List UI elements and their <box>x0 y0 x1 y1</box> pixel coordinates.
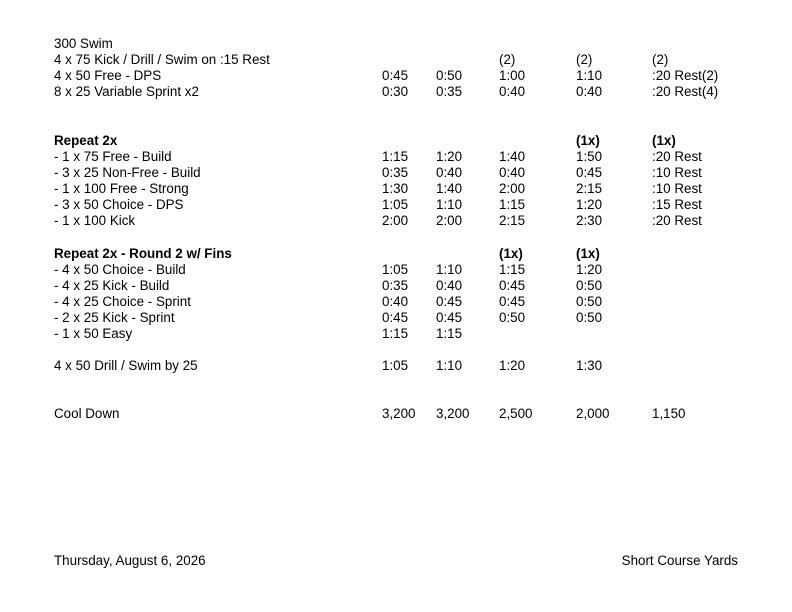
interval-col-4: 1:50 <box>576 149 603 164</box>
interval-col-3: 1:00 <box>499 68 526 83</box>
footer-date: Thursday, August 6, 2026 <box>54 553 206 568</box>
interval-col-4: 1:20 <box>576 262 603 277</box>
footer-course-type: Short Course Yards <box>621 553 738 568</box>
workout-row <box>0 358 792 374</box>
interval-col-2: 0:45 <box>436 294 463 309</box>
interval-col-5: (1x) <box>652 133 676 148</box>
set-description: 4 x 50 Free - DPS <box>54 68 162 83</box>
workout-row <box>0 149 792 165</box>
set-heading: Repeat 2x - Round 2 w/ Fins <box>54 246 232 261</box>
interval-col-5: :15 Rest <box>652 197 702 212</box>
workout-row <box>0 165 792 181</box>
interval-col-1: 1:30 <box>382 181 409 196</box>
interval-col-3: 0:40 <box>499 84 526 99</box>
interval-col-3: 0:50 <box>499 310 526 325</box>
interval-col-2: 1:15 <box>436 326 463 341</box>
interval-col-3: (2) <box>499 52 516 67</box>
interval-col-4: 0:45 <box>576 165 603 180</box>
interval-col-3: 2:15 <box>499 213 526 228</box>
interval-col-4: 0:50 <box>576 310 603 325</box>
interval-col-2: 1:40 <box>436 181 463 196</box>
set-description: 4 x 50 Drill / Swim by 25 <box>54 358 198 373</box>
interval-col-2: 0:45 <box>436 310 463 325</box>
workout-row <box>0 213 792 229</box>
interval-col-2: 0:40 <box>436 165 463 180</box>
interval-col-4: 2:30 <box>576 213 603 228</box>
interval-col-3: 1:15 <box>499 197 526 212</box>
interval-col-3: 1:20 <box>499 358 526 373</box>
interval-col-4: 1:10 <box>576 68 603 83</box>
interval-col-3: 0:45 <box>499 294 526 309</box>
workout-row <box>0 68 792 84</box>
workout-row <box>0 310 792 326</box>
interval-col-3: 0:45 <box>499 278 526 293</box>
interval-col-3: (1x) <box>499 246 523 261</box>
interval-col-4: (2) <box>576 52 593 67</box>
interval-col-5: :20 Rest <box>652 213 702 228</box>
interval-col-3: 2:00 <box>499 181 526 196</box>
set-description: - 1 x 100 Kick <box>54 213 136 228</box>
total-yards-col-4: 2,000 <box>576 406 610 421</box>
set-heading-row <box>0 133 792 149</box>
workout-row <box>0 262 792 278</box>
interval-col-1: 1:15 <box>382 326 409 341</box>
set-heading: Repeat 2x <box>54 133 118 148</box>
workout-row-warmup-swim <box>0 36 792 52</box>
set-description: - 2 x 25 Kick - Sprint <box>54 310 175 325</box>
set-description: 4 x 75 Kick / Drill / Swim on :15 Rest <box>54 52 270 67</box>
interval-col-1: 1:05 <box>382 358 409 373</box>
set-description: Cool Down <box>54 406 120 421</box>
set-description: 8 x 25 Variable Sprint x2 <box>54 84 199 99</box>
interval-col-2: 2:00 <box>436 213 463 228</box>
interval-col-3: 1:40 <box>499 149 526 164</box>
total-yards-col-1: 3,200 <box>382 406 416 421</box>
set-heading-row <box>0 246 792 262</box>
workout-row <box>0 326 792 342</box>
workout-row <box>0 52 792 68</box>
interval-col-1: 1:05 <box>382 197 409 212</box>
interval-col-1: 0:35 <box>382 278 409 293</box>
set-description: - 4 x 25 Choice - Sprint <box>54 294 191 309</box>
interval-col-2: 0:50 <box>436 68 463 83</box>
interval-col-2: 1:20 <box>436 149 463 164</box>
interval-col-2: 1:10 <box>436 197 463 212</box>
interval-col-4: (1x) <box>576 246 600 261</box>
set-description: 300 Swim <box>54 36 113 51</box>
workout-row <box>0 84 792 100</box>
interval-col-1: 1:05 <box>382 262 409 277</box>
interval-col-1: 0:45 <box>382 310 409 325</box>
interval-col-4: 2:15 <box>576 181 603 196</box>
interval-col-2: 1:10 <box>436 262 463 277</box>
interval-col-4: (1x) <box>576 133 600 148</box>
set-description: - 1 x 75 Free - Build <box>54 149 172 164</box>
interval-col-1: 2:00 <box>382 213 409 228</box>
interval-col-4: 0:50 <box>576 294 603 309</box>
interval-col-1: 1:15 <box>382 149 409 164</box>
interval-col-1: 0:30 <box>382 84 409 99</box>
interval-col-5: :10 Rest <box>652 181 702 196</box>
interval-col-1: 0:45 <box>382 68 409 83</box>
interval-col-2: 0:35 <box>436 84 463 99</box>
workout-row <box>0 278 792 294</box>
set-description: - 1 x 100 Free - Strong <box>54 181 189 196</box>
set-description: - 3 x 25 Non-Free - Build <box>54 165 201 180</box>
interval-col-4: 0:50 <box>576 278 603 293</box>
interval-col-5: :20 Rest(2) <box>652 68 719 83</box>
total-yards-col-2: 3,200 <box>436 406 470 421</box>
workout-row <box>0 181 792 197</box>
workout-row <box>0 294 792 310</box>
set-description: - 4 x 50 Choice - Build <box>54 262 186 277</box>
interval-col-5: :20 Rest <box>652 149 702 164</box>
interval-col-1: 0:35 <box>382 165 409 180</box>
interval-col-1: 0:40 <box>382 294 409 309</box>
interval-col-2: 0:40 <box>436 278 463 293</box>
interval-col-3: 1:15 <box>499 262 526 277</box>
interval-col-5: :10 Rest <box>652 165 702 180</box>
cool-down-totals-row <box>0 406 792 422</box>
total-yards-col-3: 2,500 <box>499 406 533 421</box>
total-yards-col-5: 1,150 <box>652 406 686 421</box>
set-description: - 1 x 50 Easy <box>54 326 133 341</box>
set-description: - 3 x 50 Choice - DPS <box>54 197 184 212</box>
interval-col-5: :20 Rest(4) <box>652 84 719 99</box>
interval-col-3: 0:40 <box>499 165 526 180</box>
workout-row <box>0 197 792 213</box>
interval-col-4: 1:20 <box>576 197 603 212</box>
interval-col-4: 0:40 <box>576 84 603 99</box>
interval-col-5: (2) <box>652 52 669 67</box>
interval-col-2: 1:10 <box>436 358 463 373</box>
interval-col-4: 1:30 <box>576 358 603 373</box>
set-description: - 4 x 25 Kick - Build <box>54 278 170 293</box>
